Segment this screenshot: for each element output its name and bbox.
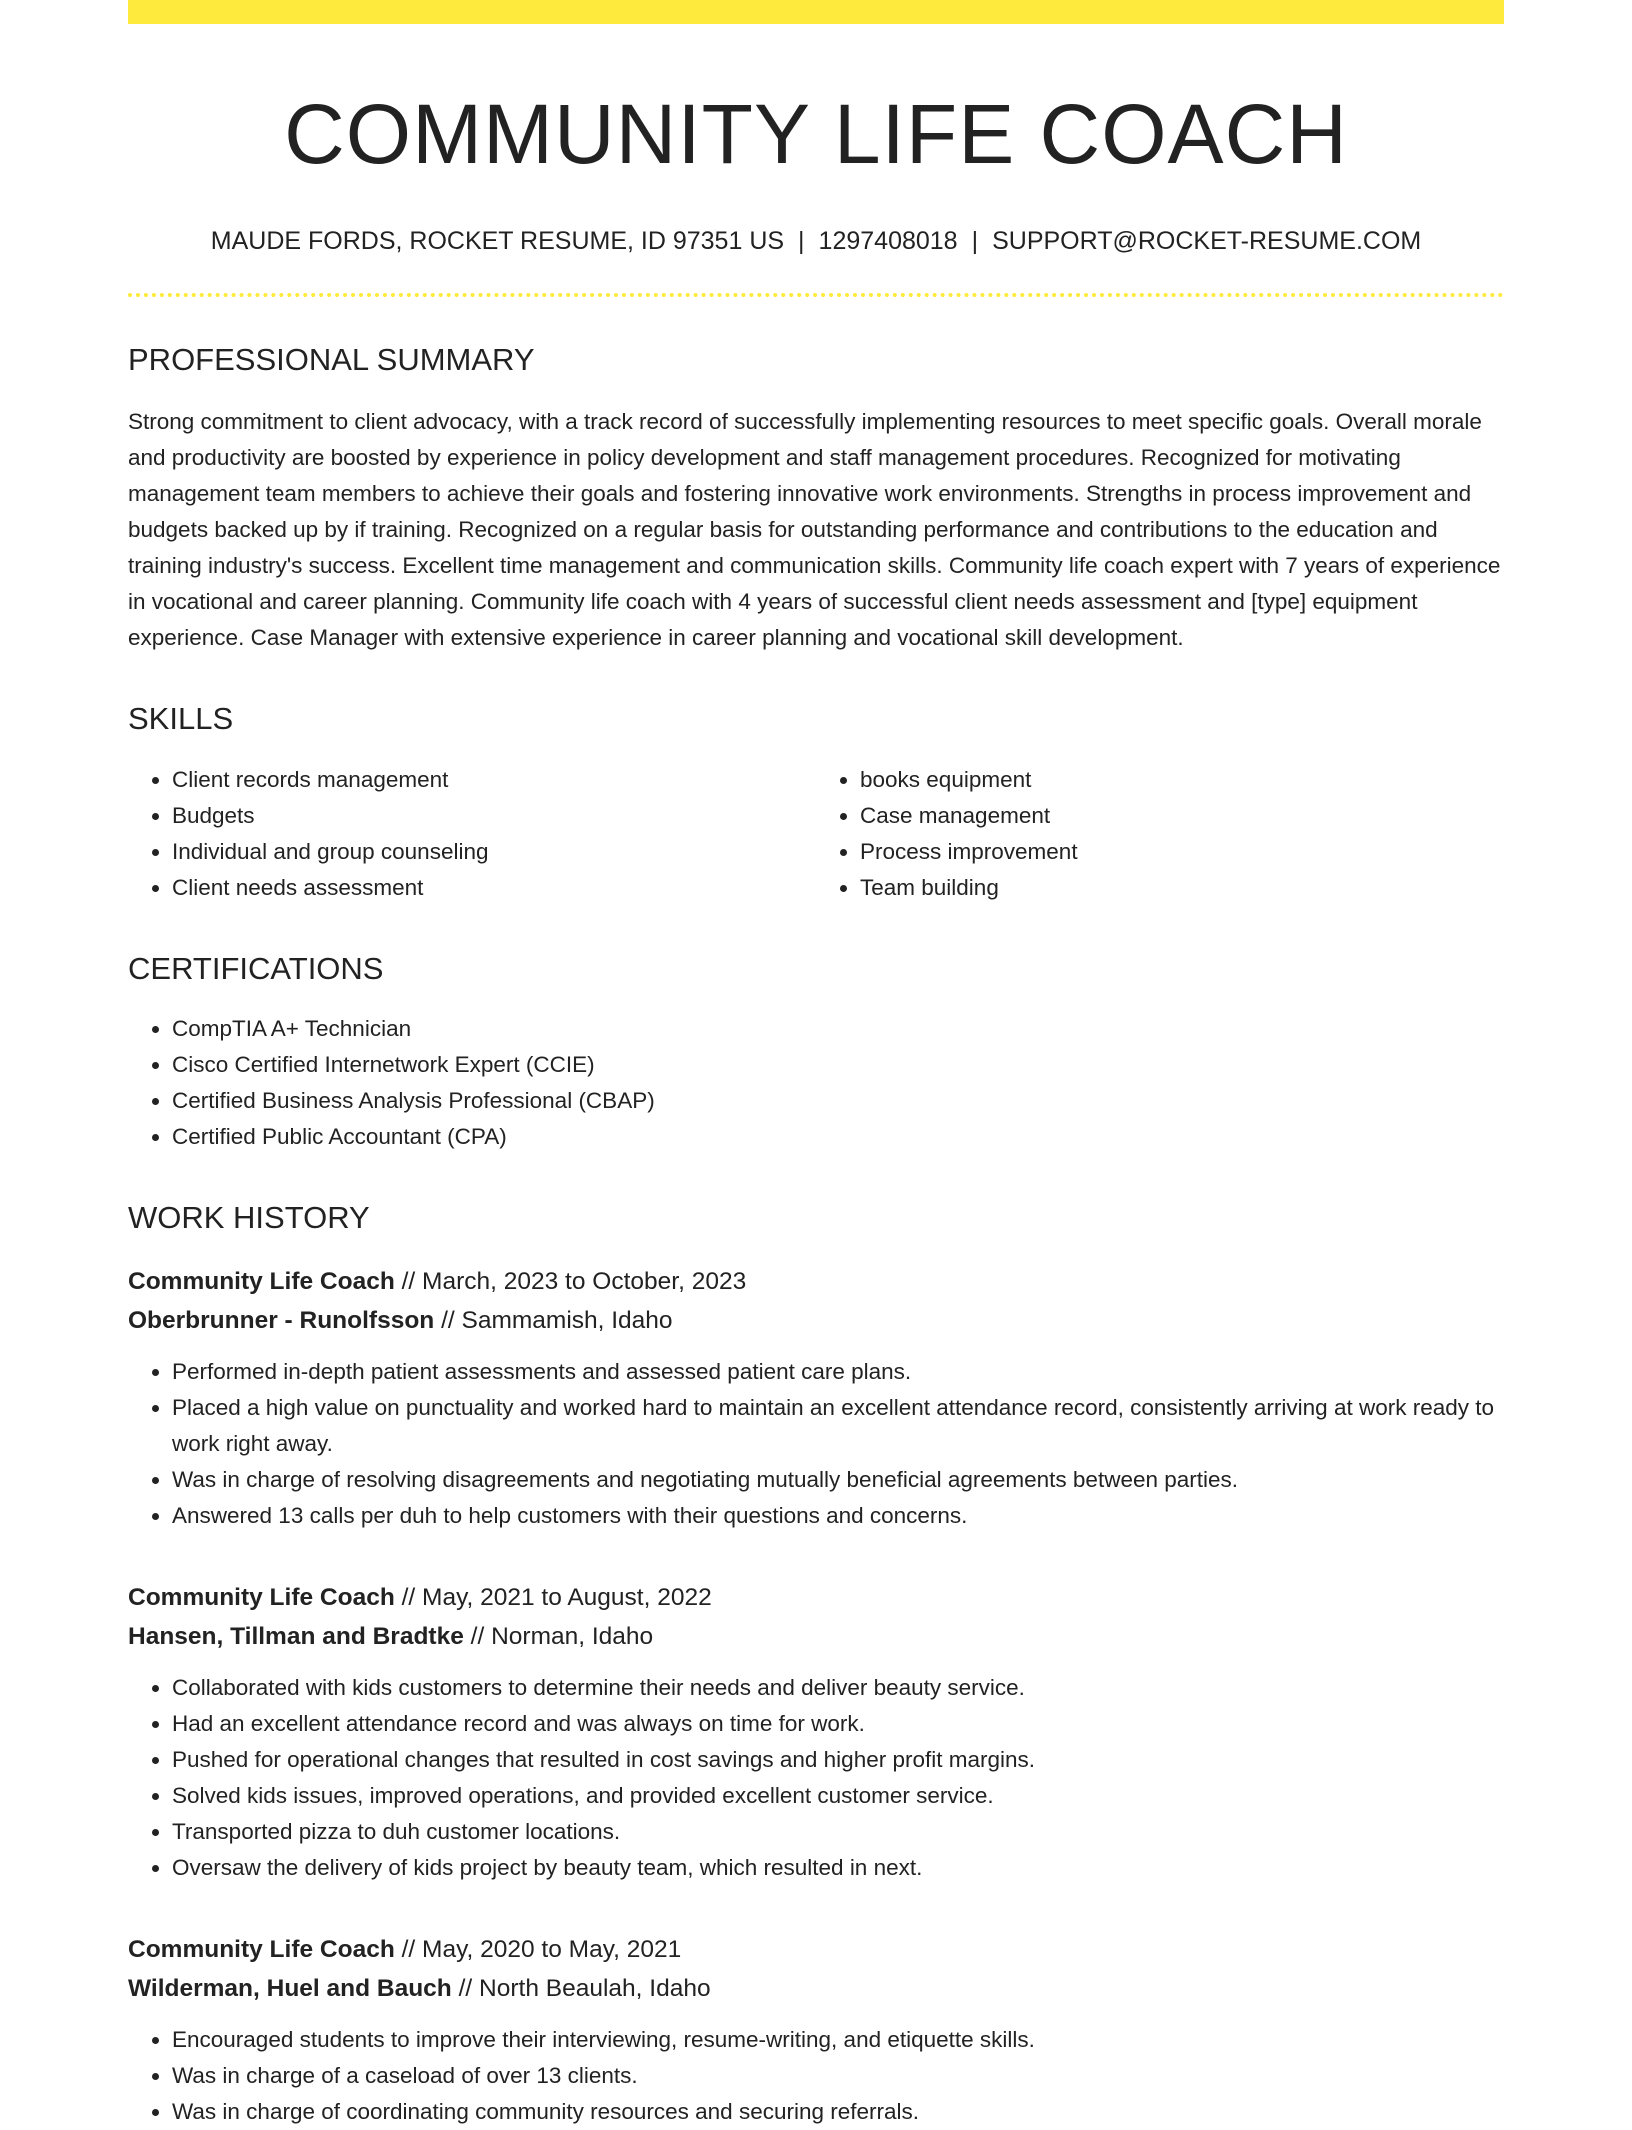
job-separator: //: [401, 1584, 416, 1612]
job-title: Community Life Coach: [128, 1268, 395, 1296]
work-history-heading: WORK HISTORY: [128, 1199, 370, 1235]
dotted-divider: [128, 293, 1504, 297]
job-location: Sammamish, Idaho: [461, 1307, 673, 1335]
contact-separator: |: [971, 226, 979, 255]
job-company-line: [128, 1301, 1504, 1340]
job-bullet: • Encouraged students to improve their interviewing, resume-writing, and etiquette skills.: [172, 2022, 1504, 2058]
skills-left-column: [128, 762, 816, 906]
certifications-list: [128, 1011, 1504, 1155]
job-title-line: [128, 1262, 1504, 1301]
skill-item: • Client records management: [172, 762, 816, 798]
job-dates: May, 2020 to May, 2021: [422, 1936, 682, 1964]
job-bullet: • Solved kids issues, improved operations, and provided excellent customer service.: [172, 1778, 1504, 1814]
skills-right-column: [816, 762, 1504, 906]
certification-item: • Certified Business Analysis Professional (CBAP): [172, 1083, 1504, 1119]
contact-address: MAUDE FORDS, ROCKET RESUME, ID 97351 US: [210, 226, 785, 255]
job-bullet: • Was in charge of coordinating community resources and securing referrals.: [172, 2094, 1504, 2130]
certification-item: • Certified Public Accountant (CPA): [172, 1119, 1504, 1155]
job-dates: May, 2021 to August, 2022: [422, 1584, 712, 1612]
skill-item: • books equipment: [860, 762, 1504, 798]
summary-text: Strong commitment to client advocacy, with a track record of successfully implementing resources to meet specific goals. Overall morale and productivity are boosted by experience in policy development and staff management procedures. Recognized for motivating management team members to achieve their goals and fostering innovative work environments. Strengths in process improvement and budgets backed up by if training. Recognized on a regular basis for outstanding performance and contributions to the education and training industry's success. Excellent time management and communication skills. Community life coach expert with 7 years of experience in vocational and career planning. Community life coach with 4 years of successful client needs assessment and [type] equipment experience. Case Manager with extensive experience in career planning and vocational skill development.: [128, 409, 1501, 651]
job-entry: [128, 1262, 1504, 1534]
contact-separator: |: [798, 226, 805, 255]
job-bullet: • Pushed for operational changes that resulted in cost savings and higher profit margins.: [172, 1742, 1504, 1778]
job-bullet: • Oversaw the delivery of kids project by beauty team, which resulted in next.: [172, 1850, 1504, 1886]
contact-line: [128, 225, 1504, 258]
skill-item: • Process improvement: [860, 834, 1504, 870]
job-bullet: • Had an excellent attendance record and was always on time for work.: [172, 1706, 1504, 1742]
certification-item: • Cisco Certified Internetwork Expert (CCIE): [172, 1047, 1504, 1083]
skills-list: [128, 762, 1504, 906]
job-company-line: [128, 1617, 1504, 1656]
job-dates: March, 2023 to October, 2023: [422, 1268, 747, 1296]
job-bullet: • Answered 13 calls per duh to help customers with their questions and concerns.: [172, 1498, 1504, 1534]
skill-item: • Case management: [860, 798, 1504, 834]
job-title: Community Life Coach: [128, 1936, 395, 1964]
job-title-line: [128, 1930, 1504, 1969]
job-bullets: [128, 1670, 1504, 1886]
contact-phone: 1297408018: [818, 226, 958, 255]
skill-item: • Client needs assessment: [172, 870, 816, 906]
job-entry: [128, 1578, 1504, 1886]
job-company: Oberbrunner - Runolfsson: [128, 1307, 435, 1335]
job-company-line: [128, 1969, 1504, 2008]
resume-page: [128, 0, 1504, 2130]
job-bullet: • Was in charge of a caseload of over 13 clients.: [172, 2058, 1504, 2094]
job-separator: //: [470, 1623, 485, 1651]
job-location: North Beaulah, Idaho: [479, 1975, 711, 2003]
job-bullet: • Placed a high value on punctuality and worked hard to maintain an excellent attendance record, consistently arriving at work ready to work right away.: [172, 1390, 1504, 1462]
job-bullet: • Performed in-depth patient assessments and assessed patient care plans.: [172, 1354, 1504, 1390]
job-company: Wilderman, Huel and Bauch: [128, 1975, 452, 2003]
contact-email: SUPPORT@ROCKET-RESUME.COM: [992, 226, 1422, 255]
job-location: Norman, Idaho: [491, 1623, 654, 1651]
job-company: Hansen, Tillman and Bradtke: [128, 1623, 464, 1651]
job-bullet: • Transported pizza to duh customer locations.: [172, 1814, 1504, 1850]
job-title: Community Life Coach: [128, 1584, 395, 1612]
job-entry: [128, 1930, 1504, 2130]
job-separator: //: [441, 1307, 455, 1335]
job-bullets: [128, 1354, 1504, 1534]
summary-heading: PROFESSIONAL SUMMARY: [128, 342, 535, 378]
resume-title: COMMUNITY LIFE COACH: [284, 87, 1348, 181]
skill-item: • Individual and group counseling: [172, 834, 816, 870]
certification-item: • CompTIA A+ Technician: [172, 1011, 1504, 1047]
job-bullets: [128, 2022, 1504, 2130]
job-separator: //: [401, 1936, 416, 1964]
skill-item: • Budgets: [172, 798, 816, 834]
job-separator: //: [458, 1975, 473, 2003]
certifications-heading: CERTIFICATIONS: [128, 950, 384, 986]
job-separator: //: [401, 1268, 416, 1296]
skill-item: • Team building: [860, 870, 1504, 906]
job-bullet: • Collaborated with kids customers to determine their needs and deliver beauty service.: [172, 1670, 1504, 1706]
accent-top-bar: [128, 0, 1504, 24]
job-title-line: [128, 1578, 1504, 1617]
job-bullet: • Was in charge of resolving disagreements and negotiating mutually beneficial agreements between parties.: [172, 1462, 1504, 1498]
skills-heading: SKILLS: [128, 701, 234, 737]
